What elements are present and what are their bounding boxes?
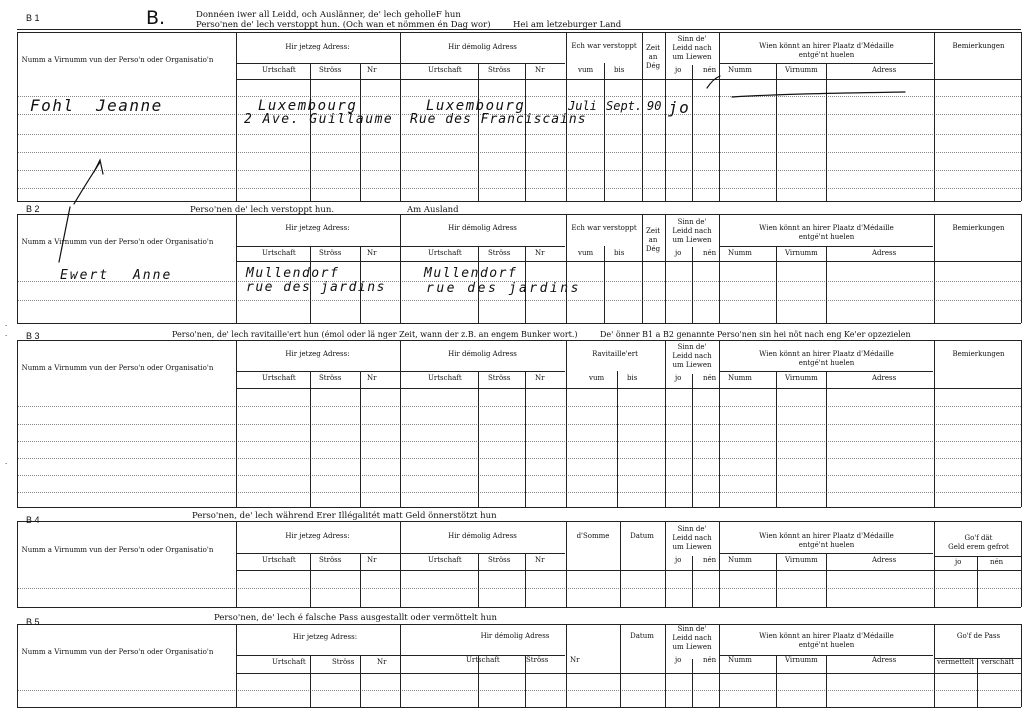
b4-title: Perso'nen, de' lech während Erer Illégalitét matt Geld önnerstötzt hun	[192, 511, 497, 521]
b1-entry-to: Sept.	[606, 99, 643, 113]
b4-col-jo: jo	[675, 556, 682, 564]
b5-col-person: Numm a Virnumm vun der Perso'n oder Organisatio'n	[21, 648, 214, 656]
b1-entry-cur-town: Luxembourg	[258, 98, 358, 114]
b4-col-stross: Ströss	[319, 556, 342, 564]
b4-col-medal-1: Wien könnt an hirer Plaatz d'Médaille	[759, 532, 894, 540]
b2-col-sinn-2: Leidd nach	[672, 227, 712, 235]
b4-col-somme: d'Somme	[576, 532, 610, 540]
b5-col-jo: jo	[675, 656, 682, 664]
b1-col-zeit-1: Zeit	[645, 44, 661, 52]
b3-col-medal-1: Wien könnt an hirer Plaatz d'Médaille	[759, 350, 894, 358]
b4-col-gof-1: Go'f dät	[964, 534, 993, 542]
b3-title-right: De' önner B1 a B2 genannte Perso'nen sin hei nöt nach eng Ke'er opzezielen	[600, 330, 911, 339]
b2-col-zeit-1: Zeit	[645, 227, 661, 235]
b5-col-datum: Datum	[630, 632, 654, 640]
b4-col-gof-nen: nén	[990, 558, 1004, 566]
b4-col-numm: Numm	[728, 556, 752, 564]
b1-entry-surname: Fohl	[30, 96, 75, 115]
b1-col-sinn-3: um Liewen	[672, 53, 712, 61]
b1-entry-days: 90	[647, 99, 662, 113]
b1-col-medal-2: entgé'nt huelen	[798, 51, 855, 59]
b3-col-medal-2: entgé'nt huelen	[798, 359, 855, 367]
b1-col-remarks: Bemierkungen	[952, 42, 1005, 50]
b1-entry-alive: jo	[668, 98, 691, 117]
b3-col-sinn-1: Sinn de'	[677, 343, 707, 351]
margin-mark: ·	[5, 322, 8, 330]
b4-col-medal-2: entgé'nt huelen	[798, 541, 855, 549]
b3-col-vum: vum	[589, 374, 605, 382]
b4-col-virnumm: Virnumm	[785, 556, 818, 564]
b3-col-numm: Numm	[728, 374, 752, 382]
b2-col-old-stross: Ströss	[488, 249, 511, 257]
b4-col-nr: Nr	[367, 556, 377, 564]
b4-col-person: Numm a Virnumm vun der Perso'n oder Organisatio'n	[21, 546, 214, 554]
b1-col-urtschaft: Urtschaft	[262, 66, 296, 74]
b2-col-bis: bis	[614, 249, 625, 257]
b4-col-nen: nén	[703, 556, 717, 564]
b1-entry-old-street: Rue des Franciscains	[410, 112, 587, 127]
b3-col-urtschaft: Urtschaft	[262, 374, 296, 382]
b1-col-old-nr: Nr	[535, 66, 545, 74]
b3-col-stross: Ströss	[319, 374, 342, 382]
b2-col-sinn-3: um Liewen	[672, 236, 712, 244]
section-code-b2: B 2	[26, 204, 40, 214]
b1-entry-old-town: Luxembourg	[426, 98, 526, 114]
b1-col-person: Numm a Virnumm vun der Perso'n oder Organisatio'n	[21, 56, 214, 64]
b1-col-sinn-2: Leidd nach	[672, 44, 712, 52]
b4-col-old-urtschaft: Urtschaft	[428, 556, 462, 564]
dash-stroke	[732, 92, 905, 97]
b5-col-medal-1: Wien könnt an hirer Plaatz d'Médaille	[759, 632, 894, 640]
b3-title: Perso'nen, de' lech ravitaille'ert hun (émol oder lä nger Zeit, wann der z.B. an engem Bunker wort.)	[172, 330, 578, 339]
b2-col-nen: nén	[703, 249, 717, 257]
b1-col-sinn-1: Sinn de'	[677, 35, 707, 43]
b2-col-jo: jo	[675, 249, 682, 257]
b2-col-vum: vum	[578, 249, 594, 257]
page-title-letter: B.	[146, 7, 166, 29]
b3-col-sinn-2: Leidd nach	[672, 352, 712, 360]
b3-col-old-stross: Ströss	[488, 374, 511, 382]
b5-col-current-address: Hir jetzeg Adress:	[292, 633, 358, 641]
b2-entry-cur-street: rue des jardins	[246, 280, 386, 295]
b2-col-old-nr: Nr	[535, 249, 545, 257]
arrow-head-icon	[94, 160, 103, 174]
b4-col-adress: Adress	[872, 556, 897, 564]
b4-col-former-address: Hir démolig Adress	[448, 532, 517, 540]
b2-entry-old-town: Mullendorf	[424, 266, 518, 281]
b2-col-medal-2: entgé'nt huelen	[798, 233, 855, 241]
b5-col-stross: Ströss	[332, 658, 355, 666]
b2-col-nr: Nr	[367, 249, 377, 257]
b1-col-current-address: Hir jetzeg Adress:	[285, 43, 350, 51]
b4-col-gof-jo: jo	[955, 558, 962, 566]
page-heading-land: Hei am letzeburger Land	[513, 20, 622, 30]
b1-col-old-urtschaft: Urtschaft	[428, 66, 462, 74]
b3-col-person: Numm a Virnumm vun der Perso'n oder Organisatio'n	[21, 364, 214, 372]
b5-col-sinn-2: Leidd nach	[672, 634, 712, 642]
b4-col-old-nr: Nr	[535, 556, 545, 564]
b2-col-former-address: Hir démolig Adress	[448, 224, 517, 232]
b2-col-zeit-3: Dég	[645, 245, 661, 253]
b1-col-adress: Adress	[872, 66, 897, 74]
b2-country: Am Ausland	[407, 205, 459, 215]
b3-col-sinn-3: um Liewen	[672, 361, 712, 369]
b5-col-virnumm: Virnumm	[785, 656, 818, 664]
b1-col-zeit-2: an	[648, 53, 658, 61]
b3-col-remarks: Bemierkungen	[952, 350, 1005, 358]
b2-entry-cur-town: Mullendorf	[246, 266, 340, 281]
b1-col-former-address: Hir démolig Adress	[448, 43, 517, 51]
tick-mark	[707, 76, 720, 88]
b3-col-jo: jo	[675, 374, 682, 382]
section-code-b3: B 3	[26, 331, 40, 341]
b2-col-person: Numm a Virnumm vun der Perso'n oder Organisatio'n	[21, 238, 214, 246]
b1-entry-from: Juli	[568, 99, 597, 113]
b4-col-datum: Datum	[630, 532, 654, 540]
b3-col-virnumm: Virnumm	[785, 374, 818, 382]
b3-col-old-nr: Nr	[535, 374, 545, 382]
b3-col-ravitailleiert: Ravitaille'ert	[592, 350, 638, 358]
b1-col-nr: Nr	[367, 66, 377, 74]
b5-col-gof-pass: Go'f de Pass	[956, 632, 1001, 640]
b5-col-old-urtschaft: Urtschaft	[466, 656, 500, 664]
b2-col-medal-1: Wien könnt an hirer Plaatz d'Médaille	[759, 224, 894, 232]
b5-col-nen: nén	[703, 656, 717, 664]
b5-col-numm: Numm	[728, 656, 752, 664]
b3-col-adress: Adress	[872, 374, 897, 382]
b1-col-medal-1: Wien könnt an hirer Plaatz d'Médaille	[759, 42, 894, 50]
b5-col-medal-2: entgé'nt huelen	[798, 641, 855, 649]
section-code-b4: B 4	[26, 515, 40, 525]
b2-col-urtschaft: Urtschaft	[262, 249, 296, 257]
b1-col-virnumm: Virnumm	[785, 66, 818, 74]
b4-col-urtschaft: Urtschaft	[262, 556, 296, 564]
b3-col-current-address: Hir jetzeg Adress:	[285, 350, 350, 358]
b1-col-vum: vum	[578, 66, 594, 74]
b2-col-hidden: Ech war verstoppt	[571, 224, 637, 232]
page-heading-line2: Perso'nen de' lech verstoppt hun. (Och wan et nömmen én Dag wor)	[196, 20, 491, 30]
b3-col-nen: nén	[703, 374, 717, 382]
b1-col-numm: Numm	[728, 66, 752, 74]
b5-col-sinn-3: um Liewen	[672, 643, 712, 651]
arrow-stroke-lower	[59, 207, 70, 262]
b5-col-verschaft: verschäft	[981, 658, 1015, 666]
b2-col-old-urtschaft: Urtschaft	[428, 249, 462, 257]
margin-mark: ·	[5, 332, 8, 340]
b2-col-numm: Numm	[728, 249, 752, 257]
b2-col-adress: Adress	[872, 249, 897, 257]
b4-col-gof-2: Geld erem gefrot	[948, 543, 1009, 551]
b2-col-current-address: Hir jetzeg Adress:	[285, 224, 350, 232]
section-code-b1: B 1	[26, 13, 40, 23]
b5-col-former-address: Hir démolig Adress	[480, 632, 550, 640]
b3-col-nr: Nr	[367, 374, 377, 382]
b1-entry-cur-street: 2 Ave. Guillaume	[244, 112, 394, 127]
b5-col-urtschaft: Urtschaft	[272, 658, 306, 666]
b5-col-nr: Nr	[377, 658, 387, 666]
b2-entry-old-street: rue des jardins	[426, 281, 581, 296]
b2-col-stross: Ströss	[319, 249, 342, 257]
b1-col-bis: bis	[614, 66, 625, 74]
b2-col-zeit-2: an	[648, 236, 658, 244]
b2-title: Perso'nen de' lech verstoppt hun.	[190, 205, 335, 215]
b1-col-stross: Ströss	[319, 66, 342, 74]
b5-col-vermettelt: vermettelt	[937, 658, 975, 666]
b3-col-former-address: Hir démolig Adress	[448, 350, 517, 358]
b4-col-sinn-1: Sinn de'	[677, 525, 707, 533]
b2-col-virnumm: Virnumm	[785, 249, 818, 257]
b4-col-old-stross: Ströss	[488, 556, 511, 564]
b4-col-current-address: Hir jetzeg Adress:	[285, 532, 350, 540]
b5-col-old-nr: Nr	[570, 656, 580, 664]
b2-col-remarks: Bemierkungen	[952, 224, 1005, 232]
b3-col-bis: bis	[627, 374, 638, 382]
b5-col-old-stross: Ströss	[526, 656, 549, 664]
b1-col-hidden: Ech war verstoppt	[571, 42, 637, 50]
b5-col-sinn-1: Sinn de'	[677, 625, 707, 633]
b5-title: Perso'nen, de' lech é falsche Pass ausgestallt oder vermöttelt hun	[214, 613, 497, 623]
section-code-b5: B 5	[26, 617, 40, 627]
b1-col-old-stross: Ströss	[488, 66, 511, 74]
b1-entry-firstname: Jeanne	[96, 96, 163, 115]
b1-col-zeit-3: Dég	[645, 62, 661, 70]
b4-col-sinn-2: Leidd nach	[672, 534, 712, 542]
b2-entry-name: Ewert Anne	[60, 268, 173, 283]
b2-col-sinn-1: Sinn de'	[677, 218, 707, 226]
b1-col-nen: nén	[703, 66, 717, 74]
b5-col-adress: Adress	[872, 656, 897, 664]
b3-col-old-urtschaft: Urtschaft	[428, 374, 462, 382]
margin-mark: ·	[5, 460, 8, 468]
page-heading-line1: Donnéen iwer all Leidd, och Auslänner, de' lech geholleF hun	[196, 10, 461, 20]
b4-col-sinn-3: um Liewen	[672, 543, 712, 551]
b1-col-jo: jo	[675, 66, 682, 74]
